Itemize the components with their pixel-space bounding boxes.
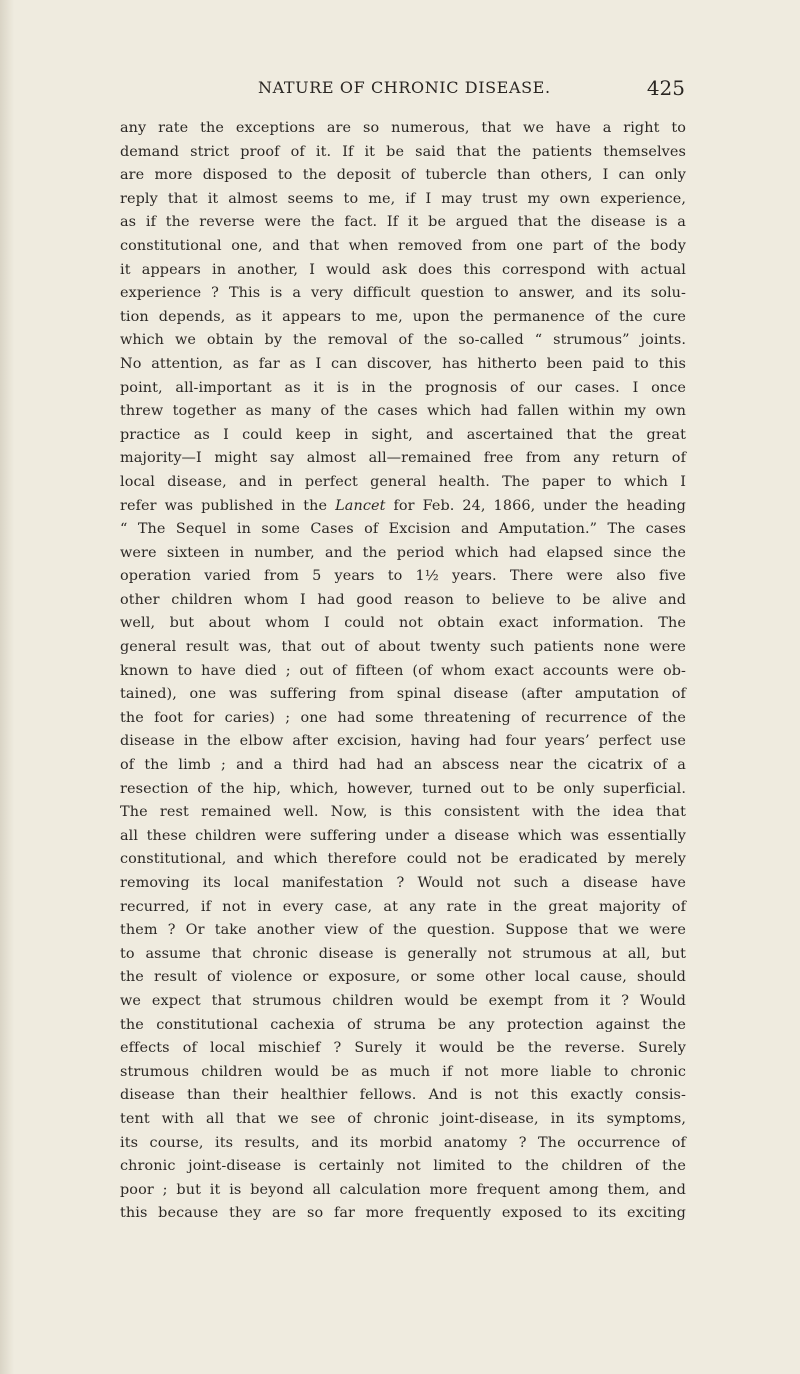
text-line: disease in the elbow after excision, having had four years’ perfect use xyxy=(120,733,686,750)
text-line: to assume that chronic disease is generally not strumous at all, but xyxy=(120,945,686,962)
page-number: 425 xyxy=(646,76,685,100)
text-line: are more disposed to the deposit of tubercle than others, I can only xyxy=(120,167,686,184)
text-line: “ The Sequel in some Cases of Excision and Amputation.” The cases xyxy=(120,521,686,538)
text-line: experience ? This is a very difficult question to answer, and its solu- xyxy=(120,285,686,302)
text-line: the result of violence or exposure, or some other local cause, should xyxy=(120,969,686,986)
text-line: we expect that strumous children would be exempt from it ? Would xyxy=(120,992,686,1009)
text-line: removing its local manifestation ? Would not such a disease have xyxy=(120,875,686,891)
text-line: as if the reverse were the fact. If it be argued that the disease is a xyxy=(120,214,686,231)
text-line: tion depends, as it appears to me, upon the permanence of the cure xyxy=(120,308,686,325)
text-line: the constitutional cachexia of struma be any protection against the xyxy=(120,1016,686,1033)
text-line: point, all-important as it is in the prognosis of our cases. I once xyxy=(120,379,686,396)
text-line: were sixteen in number, and the period which had elapsed since the xyxy=(120,544,686,561)
text-line: well, but about whom I could not obtain exact information. The xyxy=(120,615,686,632)
text-line: the foot for caries) ; one had some threatening of recurrence of the xyxy=(120,709,686,726)
text-line: resection of the hip, which, however, turned out to be only superficial. xyxy=(120,780,686,797)
text-line: majority—I might say almost all—remained free from any return of xyxy=(120,450,686,467)
journal-name: Lancet xyxy=(335,497,386,514)
text-line: it appears in another, I would ask does this correspond with actual xyxy=(120,261,686,278)
text-line: recurred, if not in every case, at any rate in the great majority of xyxy=(120,898,686,915)
text-line: practice as I could keep in sight, and ascertained that the great xyxy=(120,426,686,443)
text-line: strumous children would be as much if not more liable to chronic xyxy=(120,1063,686,1080)
running-head-title: NATURE OF CHRONIC DISEASE. xyxy=(258,78,551,97)
text-line: demand strict proof of it. If it be said that the patients themselves xyxy=(120,143,686,160)
text-line: No attention, as far as I can discover, has hitherto been paid to this xyxy=(120,355,686,372)
text-line: tained), one was suffering from spinal disease (after amputation of xyxy=(120,686,686,703)
text-line: its course, its results, and its morbid anatomy ? The occurrence of xyxy=(120,1134,686,1151)
text-line: general result was, that out of about twenty such patients none were xyxy=(120,639,686,656)
text-line: disease than their healthier fellows. And is not this exactly consis- xyxy=(120,1087,686,1104)
text-line: any rate the exceptions are so numerous, that we have a right to xyxy=(120,120,686,136)
text-line: tent with all that we see of chronic joint-disease, in its symptoms, xyxy=(120,1110,686,1127)
text-line: constitutional one, and that when removed from one part of the body xyxy=(120,237,686,254)
text-line: other children whom I had good reason to believe to be alive and xyxy=(120,591,686,608)
text-line: which we obtain by the removal of the so-called “ strumous” joints. xyxy=(120,332,686,349)
text-line: poor ; but it is beyond all calculation more frequent among them, and xyxy=(120,1181,686,1198)
text-line: operation varied from 5 years to 1½ years. There were also five xyxy=(120,568,686,585)
body-text xyxy=(120,117,686,1226)
text-line: local disease, and in perfect general health. The paper to which I xyxy=(120,473,686,490)
text-line: of the limb ; and a third had had an abscess near the cicatrix of a xyxy=(120,757,686,774)
text-line: threw together as many of the cases which had fallen within my own xyxy=(120,403,686,420)
text-line: effects of local mischief ? Surely it would be the reverse. Surely xyxy=(120,1040,686,1057)
text-line: all these children were suffering under a disease which was essentially xyxy=(120,827,686,844)
text-line: this because they are so far more frequently exposed to its exciting xyxy=(120,1205,686,1222)
text-line: them ? Or take another view of the question. Suppose that we were xyxy=(120,922,686,939)
page-gutter-shadow xyxy=(0,0,14,1374)
text-line: chronic joint-disease is certainly not limited to the children of the xyxy=(120,1158,686,1175)
text-line: The rest remained well. Now, is this consistent with the idea that xyxy=(120,804,686,821)
text-line: reply that it almost seems to me, if I may trust my own experience, xyxy=(120,190,686,207)
text-line: constitutional, and which therefore could not be eradicated by merely xyxy=(120,851,686,868)
text-line: known to have died ; out of fifteen (of whom exact accounts were ob- xyxy=(120,662,686,679)
text-line: refer was published in the Lancet for Feb. 24, 1866, under the heading xyxy=(120,497,686,514)
running-head xyxy=(120,78,685,104)
